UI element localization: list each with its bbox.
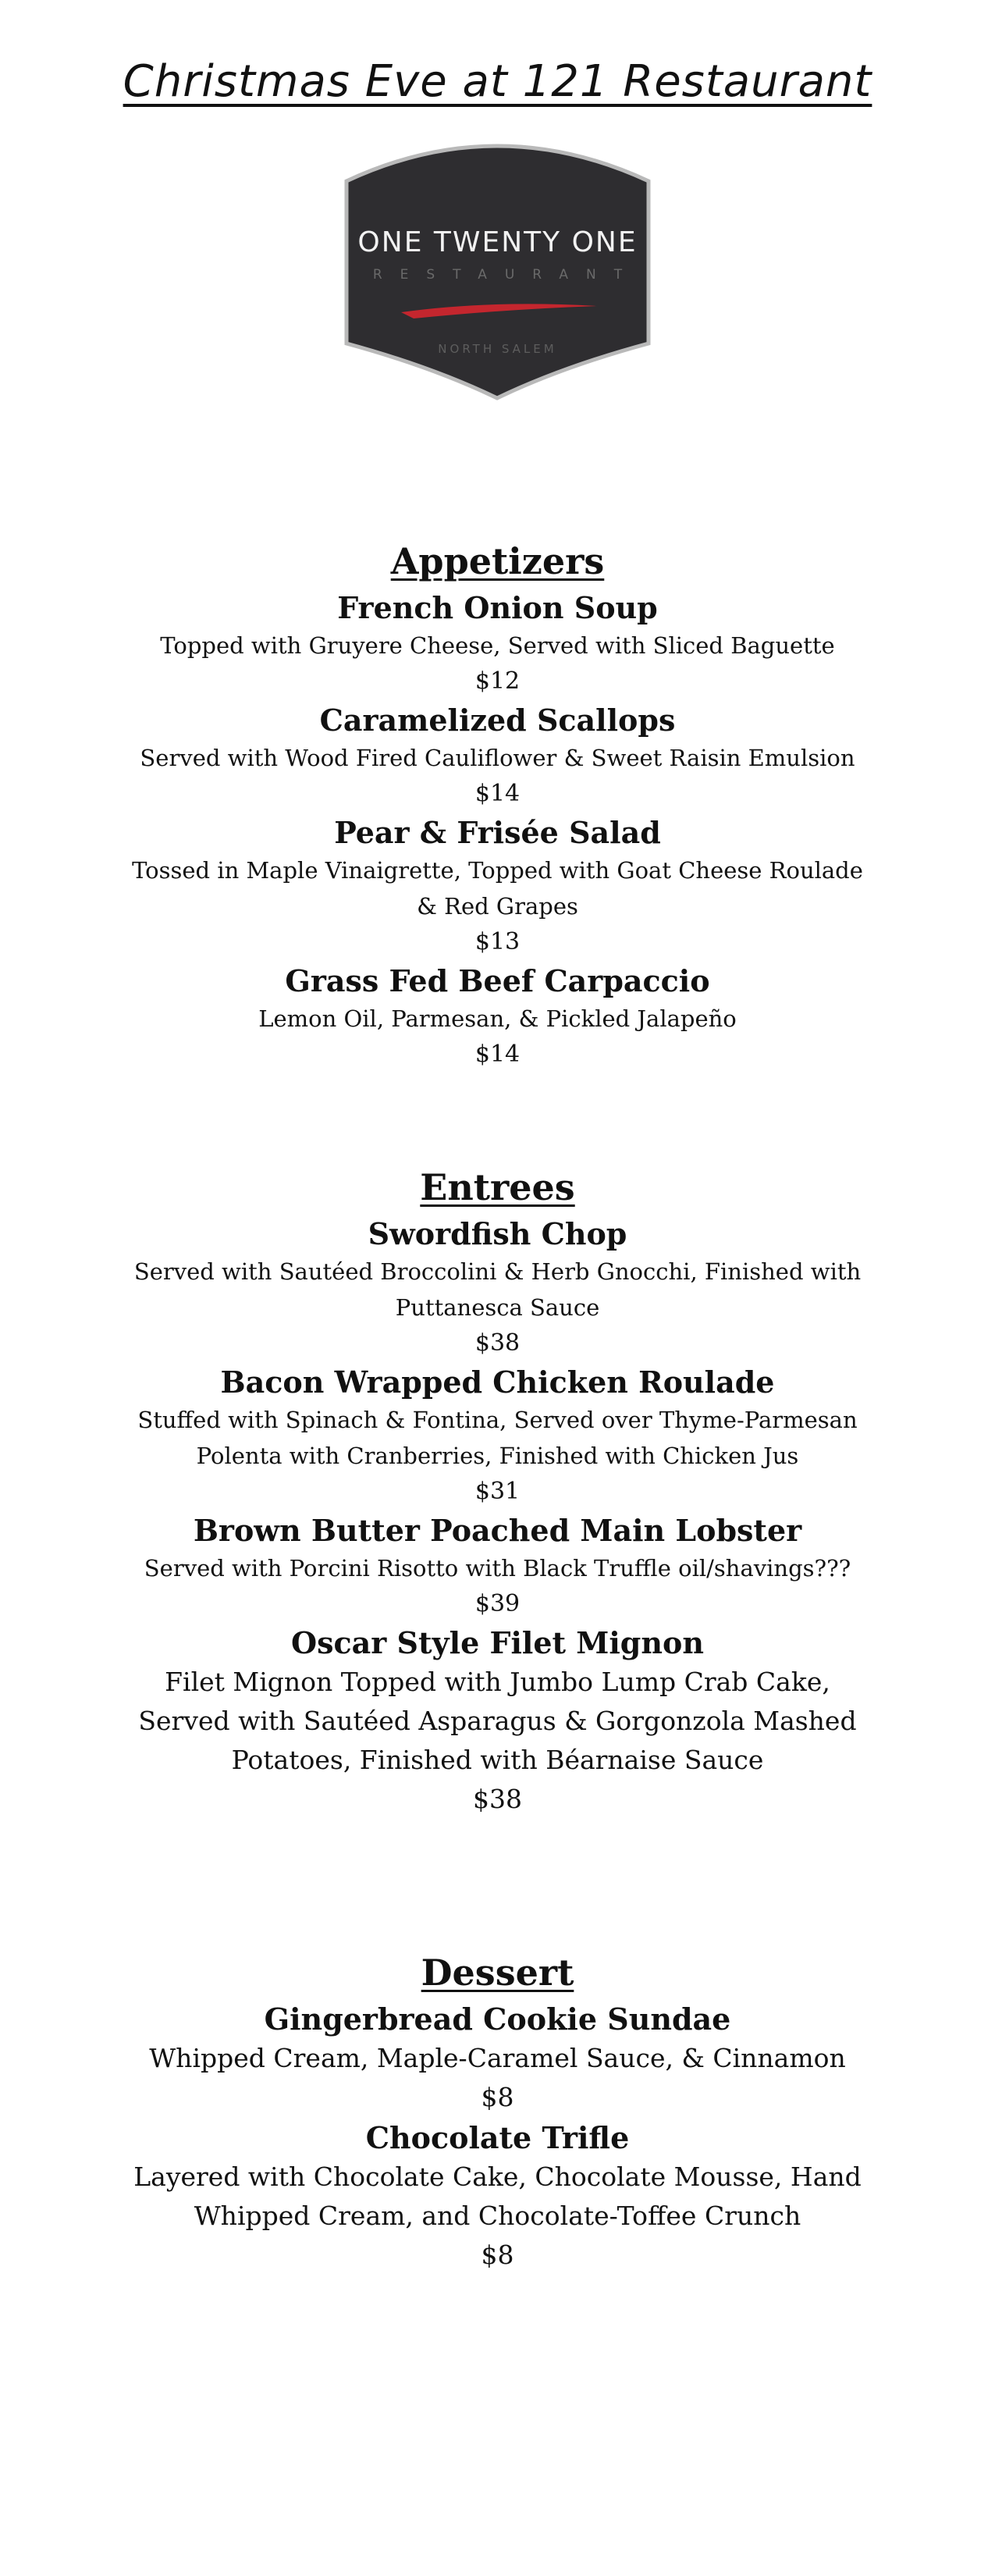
entrees-section	[0, 1165, 995, 1820]
item-name: Chocolate Trifle	[365, 2120, 630, 2155]
item-description: Served with Wood Fired Cauliflower & Sweet Raisin Emulsion	[140, 745, 855, 771]
menu-item	[108, 2119, 888, 2275]
menu-item	[108, 589, 888, 699]
item-description: Topped with Gruyere Cheese, Served with Sliced Baguette	[160, 632, 835, 659]
item-price: $12	[474, 667, 521, 695]
item-name: French Onion Soup	[337, 590, 658, 625]
item-price: $14	[474, 780, 521, 807]
item-description: Filet Mignon Topped with Jumbo Lump Crab Cake, Served with Sautéed Asparagus & Gorgonzola Mashed Potatoes, Finished with Béarnaise Sauce	[138, 1667, 857, 1775]
item-description: Lemon Oil, Parmesan, & Pickled Jalapeño	[258, 1005, 737, 1032]
menu-item	[108, 1624, 888, 1819]
item-name: Bacon Wrapped Chicken Roulade	[220, 1364, 775, 1400]
logo-name: ONE TWENTY ONE	[357, 226, 638, 258]
dessert-heading: Dessert	[421, 1952, 574, 1994]
item-price: $8	[481, 2240, 514, 2270]
item-price: $38	[473, 1784, 522, 1814]
item-name: Grass Fed Beef Carpaccio	[285, 963, 710, 998]
appetizers-heading: Appetizers	[390, 540, 605, 582]
logo-subtitle: RESTAURANT	[372, 267, 641, 283]
entrees-heading: Entrees	[420, 1166, 575, 1208]
menu-item	[108, 962, 888, 1073]
item-name: Swordfish Chop	[368, 1216, 627, 1251]
page-title: Christmas Eve at 121 Restaurant	[123, 56, 872, 107]
item-name: Brown Butter Poached Main Lobster	[193, 1513, 802, 1548]
menu-item	[108, 701, 888, 812]
dessert-section	[0, 1950, 995, 2276]
item-description: Layered with Chocolate Cake, Chocolate Mousse, Hand Whipped Cream, and Chocolate-Toffee Crunch	[133, 2161, 862, 2231]
item-name: Caramelized Scallops	[319, 703, 676, 738]
item-description: Served with Sautéed Broccolini & Herb Gnocchi, Finished with Puttanesca Sauce	[133, 1258, 862, 1321]
item-price: $31	[474, 1478, 521, 1505]
item-description: Served with Porcini Risotto with Black Truffle oil/shavings???	[144, 1555, 851, 1582]
restaurant-logo	[336, 133, 659, 402]
item-name: Gingerbread Cookie Sundae	[264, 2001, 731, 2037]
item-price: $38	[474, 1329, 521, 1357]
menu-item	[108, 2000, 888, 2117]
logo-location: NORTH SALEM	[438, 342, 557, 356]
menu-item	[108, 813, 888, 960]
menu-item	[108, 1215, 888, 1361]
item-name: Pear & Frisée Salad	[334, 815, 661, 850]
item-price: $13	[474, 928, 521, 955]
item-description: Tossed in Maple Vinaigrette, Topped with Goat Cheese Roulade & Red Grapes	[132, 857, 863, 920]
item-description: Whipped Cream, Maple-Caramel Sauce, & Cinnamon	[149, 2043, 846, 2073]
item-price: $39	[474, 1590, 521, 1617]
menu-item	[108, 1511, 888, 1622]
menu-item	[108, 1363, 888, 1510]
item-price: $8	[481, 2082, 514, 2112]
item-price: $14	[474, 1041, 521, 1068]
item-name: Oscar Style Filet Mignon	[291, 1625, 704, 1660]
item-description: Stuffed with Spinach & Fontina, Served over Thyme-Parmesan Polenta with Cranberries, Finished with Chicken Jus	[137, 1407, 858, 1469]
appetizers-section	[0, 539, 995, 1074]
